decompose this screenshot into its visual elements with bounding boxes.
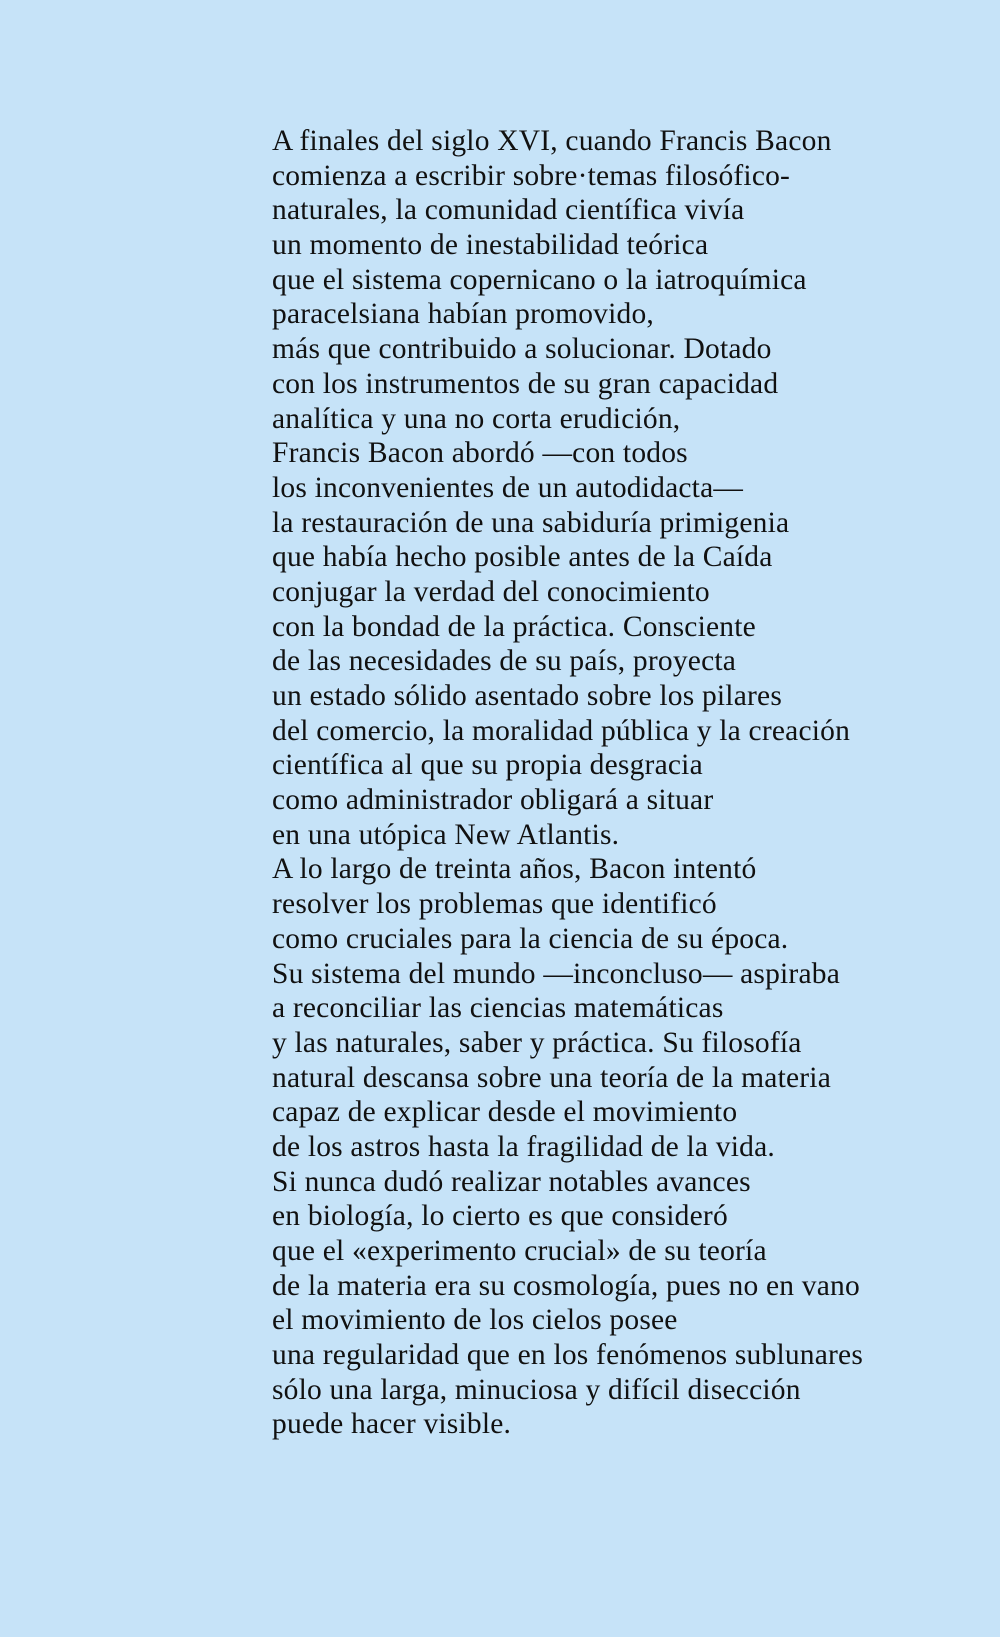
text-line: un momento de inestabilidad teórica xyxy=(272,229,709,262)
text-line: un estado sólido asentado sobre los pilares xyxy=(272,680,782,712)
text-line: Francis Bacon abordó —con todos xyxy=(272,437,688,470)
text-line: a reconciliar las ciencias matemáticas xyxy=(272,992,724,1025)
text-line: una regularidad que en los fenómenos sublunares xyxy=(272,1339,864,1372)
text-line: de las necesidades de su país, proyecta xyxy=(272,645,737,678)
text-line: como cruciales para la ciencia de su época. xyxy=(272,922,789,955)
text-line: conjugar la verdad del conocimiento xyxy=(272,575,710,608)
text-line: más que contribuido a solucionar. Dotado xyxy=(272,333,772,366)
text-line: científica al que su propia desgracia xyxy=(272,749,703,782)
text-line: Si nunca dudó realizar notables avances xyxy=(272,1165,751,1198)
text-line: con los instrumentos de su gran capacidad xyxy=(272,367,779,400)
text-line: de la materia era su cosmología, pues no en vano xyxy=(272,1269,860,1302)
text-line: capaz de explicar desde el movimiento xyxy=(272,1096,738,1129)
text-line: en una utópica New Atlantis. xyxy=(272,818,620,851)
text-line: que el «experimento crucial» de su teoría xyxy=(272,1235,767,1267)
text-line: comienza a escribir sobre·temas filosófico- xyxy=(272,159,791,192)
text-line: paracelsiana habían promovido, xyxy=(272,298,654,331)
text-line: natural descansa sobre una teoría de la materia xyxy=(272,1061,831,1094)
text-line: naturales, la comunidad científica vivía xyxy=(272,194,745,227)
text-line: A finales del siglo XVI, cuando Francis Bacon xyxy=(272,125,832,157)
text-line: resolver los problemas que identificó xyxy=(272,888,717,921)
text-line: y las naturales, saber y práctica. Su filosofía xyxy=(272,1026,802,1059)
text-line: que había hecho posible antes de la Caída xyxy=(272,541,773,574)
text-line: los inconvenientes de un autodidacta— xyxy=(272,471,744,504)
text-line: sólo una larga, minuciosa y difícil disección xyxy=(272,1373,801,1406)
text-line: como administrador obligará a situar xyxy=(272,784,714,817)
text-line: del comercio, la moralidad pública y la creación xyxy=(272,714,851,747)
text-line: en biología, lo cierto es que consideró xyxy=(272,1200,728,1233)
text-line: de los astros hasta la fragilidad de la vida. xyxy=(272,1130,775,1163)
text-line: analítica y una no corta erudición, xyxy=(272,402,681,435)
text-line: con la bondad de la práctica. Consciente xyxy=(272,610,756,643)
text-line: Su sistema del mundo —inconcluso— aspiraba xyxy=(272,957,840,990)
cover-description-text xyxy=(272,124,972,1442)
text-line: el movimiento de los cielos posee xyxy=(272,1304,678,1337)
text-line: A lo largo de treinta años, Bacon intentó xyxy=(272,853,757,886)
text-line: que el sistema copernicano o la iatroquímica xyxy=(272,263,807,296)
text-line: la restauración de una sabiduría primigenia xyxy=(272,506,790,539)
text-line: puede hacer visible. xyxy=(272,1408,512,1441)
